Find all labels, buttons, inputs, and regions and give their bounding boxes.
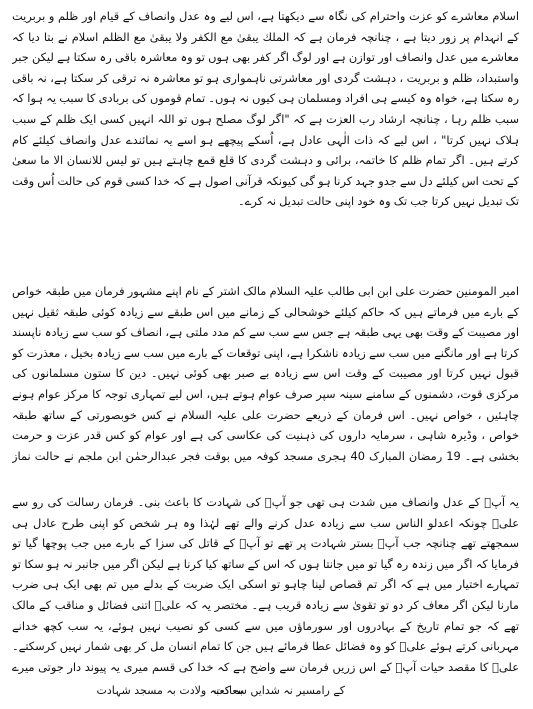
couplet-second-half: بہ کعبہ ولادت بہ مسجد شہادت (96, 684, 243, 697)
paragraph-malik-ashtar: امیر المومنین حضرت علی ابن ابی طالب علیہ السلام مالک اشتر کے نام اپنے مشہور فرمان میں طبقہ خواص کے بارے میں فرماتے ہیں کہ حاکم کیلئے خوشحالی کے زمانے میں اس طبقے سے زیادہ کوئی طبقہ ثقیل نہیں اور مصیبت کے وقت بھی یہی طبقہ ہے جس سے سب سے کم مدد ملتی ہے، انصاف کو سب سے زیادہ ناپسند کرتا ہے اور مانگنے میں سب سے زیادہ ناشکرا ہے، اپنی توقعات کے بارے میں سب سے زیادہ بخیل ، معذرت کو قبول نہیں کرتا اور مصیبت کے وقت اس سے زیادہ بے صبر بھی کوئی نہیں۔ دین کا ستون مسلمانوں کی مرکزی قوت، دشمنوں کے سامنے سینہ سپر صرف عوام ہوتے ہیں، اس لیے تمہاری توجہ کا مرکز عوام ہونے چاہئیں ، خواص نہیں۔ اس فرمان کے ذریعے حضرت علی علیہ السلام نے کس خوبصورتی کے ساتھ طبقہ خواص ، وڈیرہ شاہی ، سرمایہ داروں کی ذہنیت کی عکاسی کی ہے اور عوام کو کس قدر عزت و حرمت بخشی ہے۔ 19 رمضان المبارک 40 ہجری مسجد کوفہ میں بوقت فجر عبدالرحمٰن ابن ملجم نے حالت نماز (12, 284, 519, 463)
closing-couplet (0, 684, 533, 702)
couplet-first-half: کے رامسیر نہ شدایں سعادت (213, 684, 345, 697)
paragraph-justice: اسلام معاشرے کو عزت واحترام کی نگاہ سے دیکھتا ہے، اس لیے وہ عدل وانصاف کے قیام اور ظلم و بربریت کے انہدام پر زور دیتا ہے ، چنانچہ فرمان ہے کہ الملك يبقیٰ مع الكفر ولا يبقیٰ مع الظلم اسلام نے بتا دیا کہ معاشرے میں عدل وانصاف اور توازن ہے اور لوگ اگر کفر بھی ہوں تو وہ معاشرہ باقی رہ سکتا ہے لیکن جبر واستبداد، ظلم و بربریت ، دہشت گردی اور معاشرتی ناہمواری ہو تو معاشرہ نہ ترقی کر سکتا ہے، نہ باقی رہ سکتا ہے، خواہ وہ کیسے ہی افراد ومسلمان ہی کیوں نہ ہوں۔ تمام قوموں کی بربادی کا سبب یہ ہوا کہ سبب ظلم رہا ، چنانچہ ارشاد رب العزت ہے کہ "اگر لوگ مصلح ہوں تو اللہ انہیں کسی ایک ظلم کے سبب ہلاک نہیں کرتا" ، اس لیے کہ ذات الٰہی عادل ہے، اُسکے پیچھے ہو اسے یہ نمائندے عدل وانصاف کیلئے کام کرتے ہیں۔ اگر تمام ظلم کا خاتمہ، برائی و دہشت گردی کا قلع قمع چاہتے ہیں تو لیس للانسان الا ما سعیٰ کے تحت اس کیلئے دل سے جدو جہد کرنا ہو گی کیونکہ قرآنی اصول ہے کہ خدا کسی قوم کی حالت اُس وقت تک تبدیل نہیں کرتا جب تک وہ خود اپنی حالت تبدیل نہ کرے۔ (12, 9, 519, 209)
paragraph-martyrdom: یہ آپؑ کے عدل وانصاف میں شدت ہی تھی جو آپؑ کی شہادت کا باعث بنی۔ فرمان رسالت کی رو سے علیؑ چونکہ اعدلو الناس سب سے زیادہ عدل کرنے والے تھے لہٰذا وہ ہر شخص کو اپنی طرح عادل ہی سمجھتے تھے چنانچہ جب آپؑ بستر شہادت پر تھے تو آپؑ کے قاتل کی سزا کے بارے میں جب پوچھا گیا تو فرمایا کہ اگر میں زندہ رہ گیا تو میں جانتا ہوں کہ اس کے ساتھ کیا کرنا ہے لیکن اگر میں جانبر نہ ہو سکا تو تمہارے اختیار میں ہے کہ اگر تم قصاص لینا چاہو تو اسکی ایک ضربت کے بدلے میں تم بھی ایک ہی ضرب مارنا لیکن اگر معاف کر دو تو تقویٰ سے زیادہ قریب ہے۔ مختصر یہ کہ علیؑ اتنی فضائل و مناقب کے مالک تھے کہ جو تمام تاریخ کے بہادروں اور سورماؤں میں سے کسی کو نصیب نہیں ہوئے، یہ سب کچھ خدانے مہربانی کرتے ہوئے علیؑ کو وہ فضائل عطا فرمائے ہیں جن کا تمام انسان مل کر بھی شمار نہیں کرسکتے۔ علیؑ کا مقصد حیات آپؑ کے اس زریں فرمان سے واضح ہے کہ خدا کی قسم میری یہ پیوند دار جوتی میرے (12, 495, 519, 674)
